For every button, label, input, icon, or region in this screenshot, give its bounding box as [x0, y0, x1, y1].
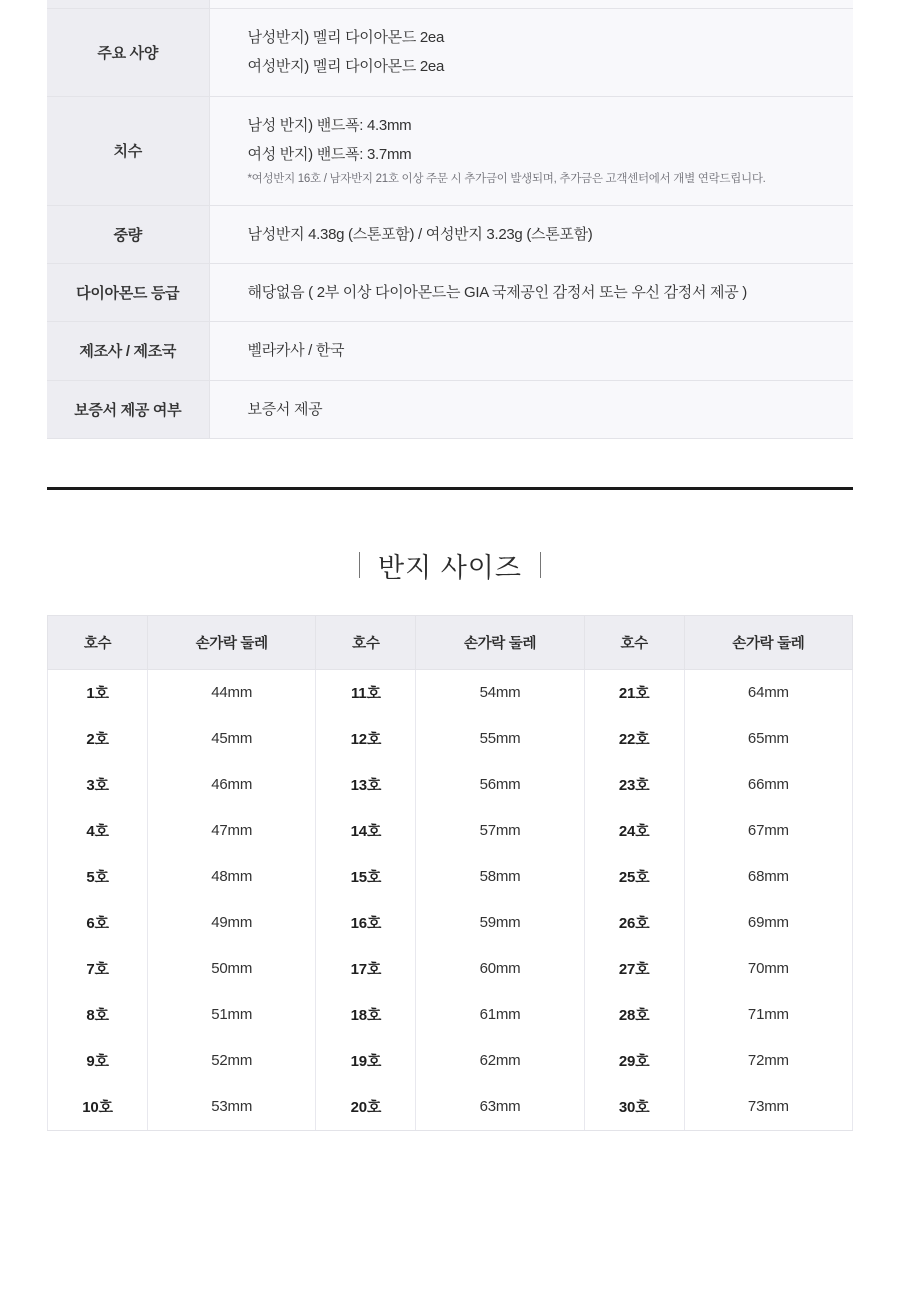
size-no: 21호: [584, 669, 684, 716]
size-mm: 58mm: [416, 854, 584, 900]
spec-line: 여성반지) 멜리 다이아몬드 2ea: [247, 58, 445, 76]
size-no: 23호: [584, 762, 684, 808]
size-no: 30호: [584, 1084, 684, 1131]
spec-table-body: [47, 0, 853, 438]
size-no: 19호: [316, 1038, 416, 1084]
size-mm: 66mm: [684, 762, 852, 808]
size-no: 5호: [48, 854, 148, 900]
size-mm: 54mm: [416, 669, 584, 716]
table-row: [48, 808, 853, 854]
size-mm: 71mm: [684, 992, 852, 1038]
spec-row-manufacturer: [47, 322, 853, 380]
size-no: 28호: [584, 992, 684, 1038]
table-row: [48, 1038, 853, 1084]
spec-label-diamond-grade: 다이아몬드 등급: [47, 264, 209, 322]
size-mm: 48mm: [148, 854, 316, 900]
size-no: 1호: [48, 669, 148, 716]
table-row: [48, 762, 853, 808]
spec-value-dimensions: [209, 96, 853, 205]
size-mm: 70mm: [684, 946, 852, 992]
spec-label-dimensions: 치수: [47, 96, 209, 205]
col-header-no-2: 호수: [316, 615, 416, 669]
ring-size-table-body: [48, 669, 853, 1130]
col-header-no-3: 호수: [584, 615, 684, 669]
spec-line: 여성 반지) 밴드폭: 3.7mm: [247, 145, 412, 163]
ring-size-title-text: 반지 사이즈: [378, 552, 522, 583]
table-row: [48, 854, 853, 900]
spec-value-partial: [209, 0, 853, 9]
spec-label-partial: [47, 0, 209, 9]
size-no: 8호: [48, 992, 148, 1038]
spec-label-main-specification: 주요 사양: [47, 9, 209, 97]
spec-value-main-specification: [209, 9, 853, 97]
size-mm: 64mm: [684, 669, 852, 716]
size-no: 26호: [584, 900, 684, 946]
spec-line: 남성반지) 멜리 다이아몬드 2ea: [247, 29, 445, 46]
spec-label-manufacturer: 제조사 / 제조국: [47, 322, 209, 380]
spec-row-warranty: [47, 380, 853, 438]
col-header-circumference-2: 손가락 둘레: [416, 615, 584, 669]
size-no: 16호: [316, 900, 416, 946]
size-mm: 46mm: [148, 762, 316, 808]
spec-value-diamond-grade: [209, 264, 853, 322]
table-row: [48, 900, 853, 946]
size-no: 12호: [316, 716, 416, 762]
size-mm: 51mm: [148, 992, 316, 1038]
col-header-no-1: 호수: [48, 615, 148, 669]
size-no: 9호: [48, 1038, 148, 1084]
spec-row-main-specification: [47, 9, 853, 97]
size-mm: 55mm: [416, 716, 584, 762]
table-row: [48, 946, 853, 992]
size-mm: 56mm: [416, 762, 584, 808]
size-mm: 63mm: [416, 1084, 584, 1131]
size-no: 15호: [316, 854, 416, 900]
product-spec-table: [47, 0, 853, 439]
spec-label-weight: 중량: [47, 205, 209, 263]
ring-size-table: [47, 615, 853, 1131]
size-no: 13호: [316, 762, 416, 808]
ring-size-table-head: [48, 615, 853, 669]
size-no: 11호: [316, 669, 416, 716]
table-row: [48, 992, 853, 1038]
size-no: 14호: [316, 808, 416, 854]
ring-size-section-title: [0, 546, 900, 585]
title-bar-right-icon: [540, 552, 542, 578]
size-no: 7호: [48, 946, 148, 992]
spec-value-manufacturer: [209, 322, 853, 380]
size-no: 29호: [584, 1038, 684, 1084]
size-no: 18호: [316, 992, 416, 1038]
spec-row-partial: [47, 0, 853, 9]
size-no: 6호: [48, 900, 148, 946]
size-no: 4호: [48, 808, 148, 854]
size-mm: 68mm: [684, 854, 852, 900]
size-mm: 65mm: [684, 716, 852, 762]
section-divider: [47, 487, 853, 490]
size-mm: 47mm: [148, 808, 316, 854]
size-mm: 45mm: [148, 716, 316, 762]
size-mm: 73mm: [684, 1084, 852, 1131]
size-no: 24호: [584, 808, 684, 854]
spec-row-dimensions: [47, 96, 853, 205]
size-no: 27호: [584, 946, 684, 992]
size-no: 3호: [48, 762, 148, 808]
size-mm: 62mm: [416, 1038, 584, 1084]
size-mm: 50mm: [148, 946, 316, 992]
size-mm: 60mm: [416, 946, 584, 992]
size-no: 22호: [584, 716, 684, 762]
size-no: 10호: [48, 1084, 148, 1131]
spec-row-weight: [47, 205, 853, 263]
col-header-circumference-1: 손가락 둘레: [148, 615, 316, 669]
col-header-circumference-3: 손가락 둘레: [684, 615, 852, 669]
size-no: 20호: [316, 1084, 416, 1131]
spec-label-warranty: 보증서 제공 여부: [47, 380, 209, 438]
size-mm: 59mm: [416, 900, 584, 946]
size-no: 17호: [316, 946, 416, 992]
spec-value-warranty: [209, 380, 853, 438]
spec-value-weight: [209, 205, 853, 263]
table-row: [48, 669, 853, 716]
spec-line: 남성반지 4.38g (스톤포함) / 여성반지 3.23g (스톤포함): [247, 225, 593, 243]
size-mm: 72mm: [684, 1038, 852, 1084]
spec-line: 보증서 제공: [247, 400, 323, 418]
spec-note-dimensions: *여성반지 16호 / 남자반지 21호 이상 주문 시 추가금이 발생되며, 추가금은 고객센터에서 개별 연락드립니다.: [247, 173, 766, 185]
spec-line: 벨라카사 / 한국: [247, 342, 345, 360]
table-header-row: [48, 615, 853, 669]
size-mm: 67mm: [684, 808, 852, 854]
size-mm: 53mm: [148, 1084, 316, 1131]
size-mm: 69mm: [684, 900, 852, 946]
size-mm: 44mm: [148, 669, 316, 716]
spec-row-diamond-grade: [47, 264, 853, 322]
size-mm: 49mm: [148, 900, 316, 946]
size-mm: 61mm: [416, 992, 584, 1038]
size-mm: 52mm: [148, 1038, 316, 1084]
size-no: 25호: [584, 854, 684, 900]
size-no: 2호: [48, 716, 148, 762]
spec-line: 남성 반지) 밴드폭: 4.3mm: [247, 116, 412, 134]
table-row: [48, 716, 853, 762]
spec-line: 해당없음 ( 2부 이상 다이아몬드는 GIA 국제공인 감정서 또는 우신 감정서 제공 ): [247, 284, 747, 302]
title-bar-left-icon: [359, 552, 361, 578]
table-row: [48, 1084, 853, 1131]
size-mm: 57mm: [416, 808, 584, 854]
